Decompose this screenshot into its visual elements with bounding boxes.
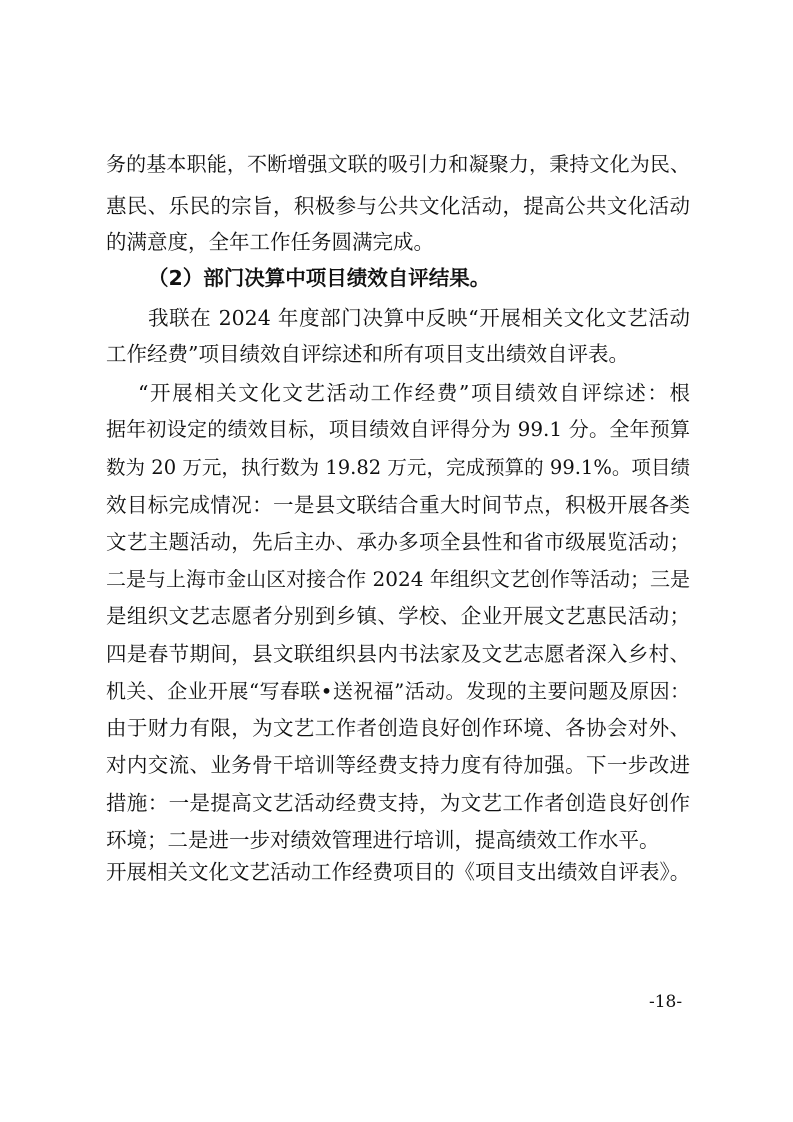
paragraph-line: “开展相关文化文艺活动工作经费”项目绩效自评综述：根: [138, 381, 690, 405]
paragraph-line: 二是与上海市金山区对接合作 2024 年组织文艺创作等活动；三是: [106, 567, 690, 591]
paragraph-line: 是组织文艺志愿者分别到乡镇、学校、企业开展文艺惠民活动；: [106, 604, 690, 628]
paragraph-line: 数为 20 万元，执行数为 19.82 万元，完成预算的 99.1%。项目绩: [106, 456, 690, 479]
paragraph-line: 环境；二是进一步对绩效管理进行培训，提高绩效工作水平。: [106, 828, 660, 852]
paragraph-line: 措施：一是提高文艺活动经费支持，为文艺工作者创造良好创作: [106, 791, 690, 815]
page-number: -18-: [649, 992, 683, 1012]
paragraph-line: 效目标完成情况：一是县文联结合重大时间节点，积极开展各类: [106, 493, 690, 517]
section-heading: （2）部门决算中项目绩效自评结果。: [148, 266, 491, 290]
paragraph-line: 我联在 2024 年度部门决算中反映“开展相关文化文艺活动: [148, 306, 690, 330]
paragraph-line: 工作经费”项目绩效自评综述和所有项目支出绩效自评表。: [106, 342, 629, 366]
paragraph-line: 据年初设定的绩效目标，项目绩效自评得分为 99.1 分。全年预算: [106, 417, 690, 441]
paragraph-line: 机关、企业开展“写春联•送祝福”活动。发现的主要问题及原因：: [106, 679, 690, 703]
paragraph-line: 的满意度，全年工作任务圆满完成。: [106, 230, 434, 254]
paragraph-line: 务的基本职能，不断增强文联的吸引力和凝聚力，秉持文化为民、: [106, 152, 690, 176]
paragraph-line: 四是春节期间，县文联组织县内书法家及文艺志愿者深入乡村、: [106, 642, 690, 666]
paragraph-line: 开展相关文化文艺活动工作经费项目的《项目支出绩效自评表》。: [106, 860, 691, 884]
paragraph-line: 对内交流、业务骨干培训等经费支持力度有待加强。下一步改进: [106, 753, 690, 777]
paragraph-line: 文艺主题活动，先后主办、承办多项全县性和省市级展览活动；: [106, 530, 690, 554]
paragraph-line: 由于财力有限，为文艺工作者创造良好创作环境、各协会对外、: [106, 716, 690, 740]
paragraph-line: 惠民、乐民的宗旨，积极参与公共文化活动，提高公共文化活动: [106, 194, 690, 218]
